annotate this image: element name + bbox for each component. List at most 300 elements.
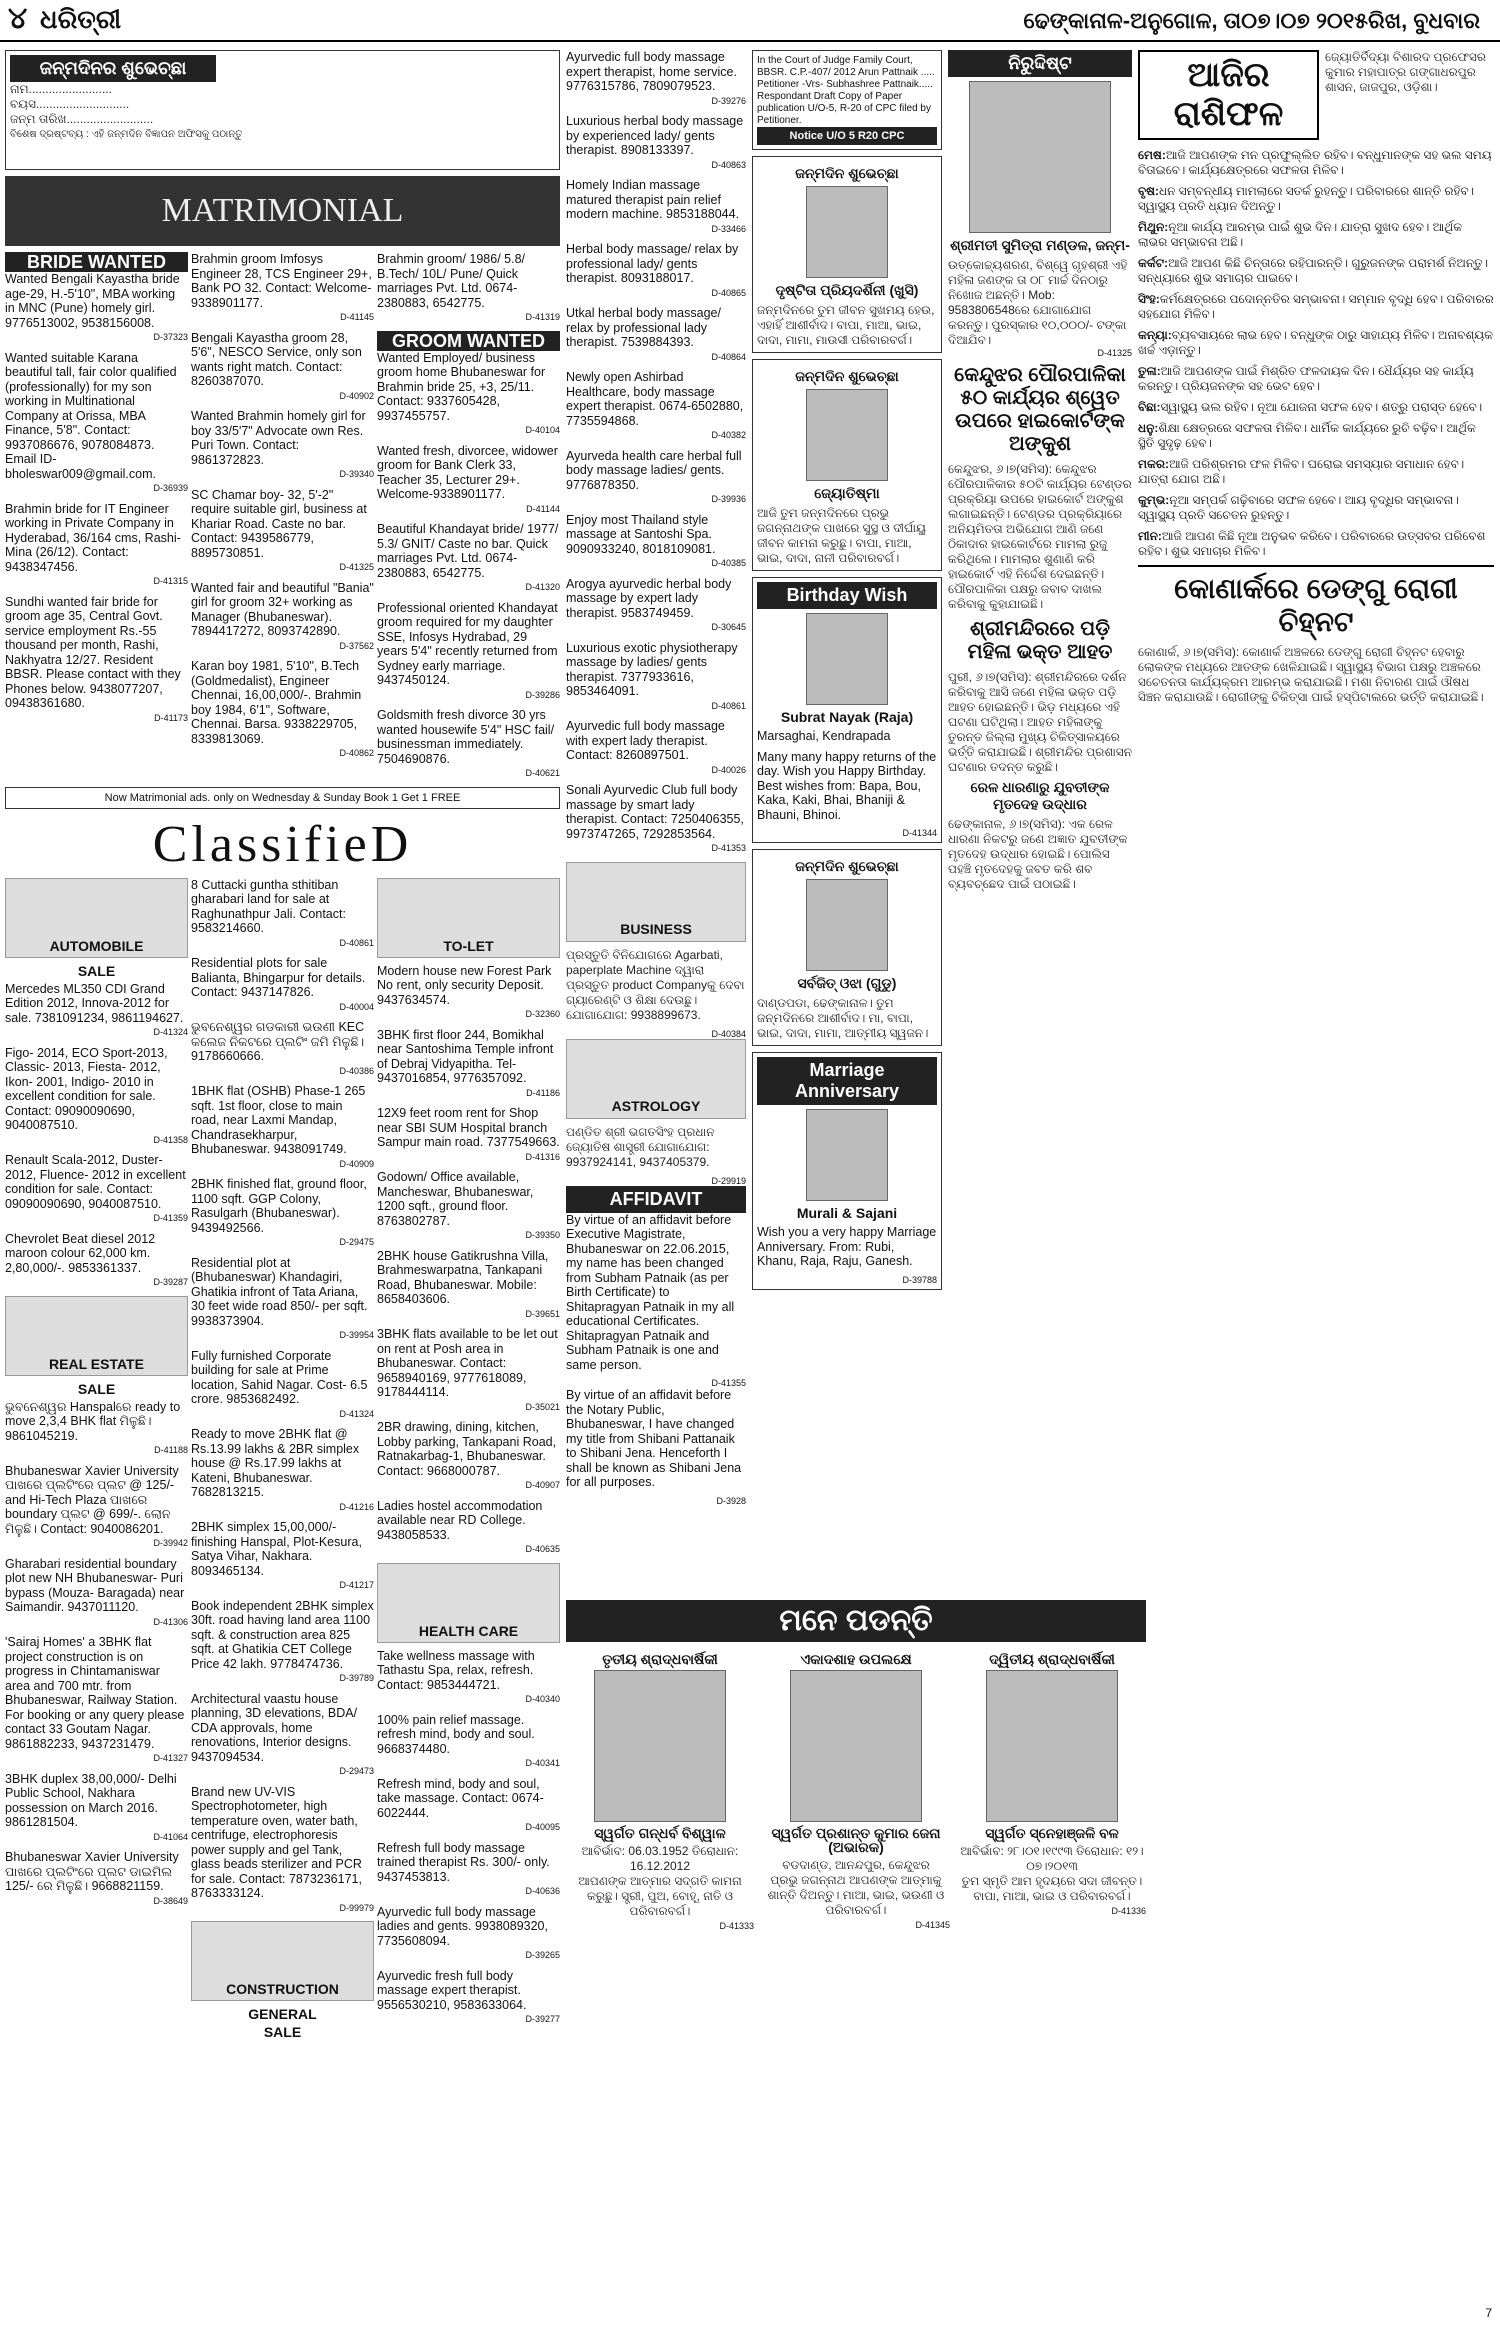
obituary-title: ମନେ ପଡନ୍ତି xyxy=(566,1600,1146,1642)
ad-text: Ayurvedic fresh full body massage expert therapist. 9556530210, 9583633064. xyxy=(377,1968,527,2012)
ad-code: D-99979 xyxy=(339,1902,374,1913)
ad-text: Take wellness massage with Tathastu Spa, relax, refresh. Contact: 9853444721. xyxy=(377,1648,535,1692)
ad-text: 3BHK flats available to be let out on rent at Posh area in Bhubaneswar. Contact: 9658940169, 9777618089, 9178444114. xyxy=(377,1327,558,1399)
classified-ad xyxy=(377,1841,560,1899)
obituary-card xyxy=(566,1648,754,1933)
ad-text: Wanted Brahmin homely girl for boy 33/5'7" Advocate own Res. Puri Town. Contact: 9861372823. xyxy=(191,409,366,467)
rashi-item xyxy=(1138,457,1494,487)
anniversary-photo xyxy=(806,1109,888,1201)
classified-ad xyxy=(566,242,746,300)
rashi-sign: ତୁଳା: xyxy=(1138,364,1161,378)
ad-code: D-41217 xyxy=(339,1580,374,1590)
rashi-item xyxy=(1138,256,1494,286)
classified-logo: ClassifieD xyxy=(152,815,413,873)
ad-text: Enjoy most Thailand style massage at Santoshi Spa. 9090933240, 8018109081. xyxy=(566,512,716,556)
ad-code: D-39954 xyxy=(339,1330,374,1340)
dateline: ଢେଙ୍କାନାଳ-ଅନୁଗୋଳ, ତା୦୭।୦୭ ୨୦୧୫ରିଖ, ବୁଧବାର xyxy=(1023,8,1480,33)
ad-text: Chevrolet Beat diesel 2012 maroon colour 62,000 km. 2,80,000/-. 9853361337. xyxy=(5,1231,156,1275)
automobile-section: AUTOMOBILE xyxy=(5,878,188,958)
affidavit-1: By virtue of an affidavit before Executive Magistrate, Bhubaneswar on 22.06.2015, my name has been changed from Subham Patnaik (as per Birth Certificate) to Shitapragyan Patnaik in my all educational Certificates. Shitapragyan Patnaik and Subham Patnaik is one and same person. xyxy=(566,1212,735,1372)
ad-code: D-40902 xyxy=(339,390,374,401)
dengue-headline: କୋଣାର୍କରେ ଡେଙ୍ଗୁ ରୋଗୀ ଚିହ୍ନଟ xyxy=(1138,565,1494,639)
ad-code: D-29475 xyxy=(339,1237,374,1247)
classified-ad xyxy=(191,488,374,575)
obituary-heading: ତୃତୀୟ ଶ୍ରାଦ୍ଧବାର୍ଷିକୀ xyxy=(602,1651,718,1667)
ad-text: Mercedes ML350 CDI Grand Edition 2012, Innova-2012 for sale. 7381091234, 9861194627. xyxy=(5,981,184,1025)
name-field: ନାମ......................... xyxy=(10,82,112,96)
classified-ad xyxy=(5,1557,188,1630)
ad-text: Brahmin groom Imfosys Engineer 28, TCS Engineer 29+, Bank PO 32. Contact: Welcome-9338901177. xyxy=(191,252,372,310)
rashi-sign: ସିଂହ: xyxy=(1138,292,1160,306)
birthday-3-text: ଦାଣ୍ଡପଡା, ଢେଙ୍କାନାଳ। ତୁମ ଜନ୍ମଦିନରେ ଆଶୀର୍ବାଦ। ମା, ବାପା, ଭାଇ, ଦାଦା, ମାମା, ଆତ୍ମୀୟ ସ୍ୱଜନ। xyxy=(757,996,929,1040)
rashi-text: ନୂଆ କାର୍ଯ୍ୟ ଆରମ୍ଭ ପାଇଁ ଶୁଭ ଦିନ। ଯାତ୍ରା ସୁଖଦ ହେବ। ଆର୍ଥିକ ଲାଭର ସମ୍ଭାବନା ଅଛି। xyxy=(1138,220,1463,249)
classified-ad xyxy=(191,659,374,761)
ad-code: D-41325 xyxy=(339,562,374,572)
classified-ad xyxy=(191,1084,374,1171)
anniversary-text: Wish you a very happy Marriage Anniversary. From: Rubi, Khanu, Raja, Raju, Ganesh. xyxy=(757,1225,937,1268)
rashi-text: ଆଜି ଆପଣଙ୍କ ମନ ପ୍ରଫୁଲ୍ଲିତ ରହିବ। ବନ୍ଧୁମାନଙ୍କ ସହ ଭଲ ସମୟ ବିତାଇବେ। କାର୍ଯ୍ୟକ୍ଷେତ୍ରରେ ସଫଳତା ମିଳିବ। xyxy=(1138,148,1492,177)
rashi-sign: ବୃଷ: xyxy=(1138,184,1160,198)
ad-code: D-39277 xyxy=(525,2014,560,2024)
ad-text: Ayurvedic full body massage with expert lady therapist. Contact: 8260897501. xyxy=(566,719,725,762)
obituary-code: D-41336 xyxy=(1111,1906,1146,1916)
rashi-text: ନୂଆ ସମ୍ପର୍କ ଗଢ଼ିବାରେ ସଫଳ ହେବେ। ଆୟ ବୃଦ୍ଧିର ସମ୍ଭାବନା। ସ୍ୱାସ୍ଥ୍ୟ ପ୍ରତି ସଚେତନ ରୁହନ୍ତୁ। xyxy=(1138,493,1459,522)
ad-text: 3BHK duplex 38,00,000/- Delhi Public School, Nakhara possession on March 2016. 9861281504. xyxy=(5,1771,177,1829)
classified-ad xyxy=(191,1692,374,1779)
classified-ad xyxy=(5,1850,188,1908)
rashi-item xyxy=(1138,421,1494,451)
classified-ad xyxy=(191,331,374,404)
ad-code: D-41144 xyxy=(526,503,560,514)
rashi-text: ଆଜି ପରିଶ୍ରମର ଫଳ ମିଳିବ। ଘରୋଇ ସମସ୍ୟାର ସମାଧାନ ହେବ। ଯାତ୍ରା ଯୋଗ ଅଛି। xyxy=(1138,457,1465,486)
classified-ad xyxy=(5,272,188,345)
classified-ad xyxy=(5,351,188,496)
ad-text: Wanted fair and beautiful "Bania" girl for groom 32+ working as Manager (Bhubaneswar). 7894417272, 8093742890. xyxy=(191,580,374,638)
anniversary-title: Marriage Anniversary xyxy=(757,1057,937,1105)
classified-ad xyxy=(566,719,746,777)
rashi-text: ଧନ ସମ୍ବନ୍ଧୀୟ ମାମଲାରେ ସତର୍କ ରୁହନ୍ତୁ। ପରିବାରରେ ଶାନ୍ତି ରହିବ। ସ୍ୱାସ୍ଥ୍ୟ ପ୍ରତି ଧ୍ୟାନ ଦିଅନ୍ତୁ। xyxy=(1138,184,1475,213)
obituary-text: ଆପଣଙ୍କ ଆତ୍ମାର ସଦ୍ଗତି କାମନା କରୁଛୁ। ସ୍ତ୍ରୀ, ପୁଅ, ବୋହୂ, ନାତି ଓ ପରିବାରବର୍ଗ। xyxy=(578,1874,742,1918)
rashi-sign: କନ୍ୟା: xyxy=(1138,328,1172,342)
ad-code: D-41358 xyxy=(153,1134,188,1145)
ad-code: D-39340 xyxy=(339,469,374,479)
classified-ad xyxy=(191,1520,374,1593)
birthday-2-text: ଆଜି ତୁମ ଜନ୍ମଦିନରେ ପ୍ରଭୁ ଜଗନ୍ନାଥଙ୍କ ପାଖରେ ସୁସ୍ଥ ଓ ଦୀର୍ଘାୟୁ ଜୀବନ କାମନା କରୁଛୁ। ବାପା, ମାଆ, ଭାଇ, ଦାଦା, ନାନୀ ପରିବାରବର୍ଗ। xyxy=(757,506,926,565)
rashifal-column xyxy=(1138,50,1494,705)
construction-section: CONSTRUCTION xyxy=(191,1921,374,2001)
classified-ad xyxy=(377,1499,560,1557)
general-heading: GENERAL xyxy=(248,2006,317,2022)
news-body-1: କେନ୍ଦୁଝର, ୬।୭(ସମିସ): କେନ୍ଦୁଝର ପୌରପାଳିକାର ୫୦ଟି କାର୍ଯ୍ୟର ଟେଣ୍ଡର ପ୍ରକ୍ରିୟା ଉପରେ ହାଇକୋର୍ଟ ଅଙ୍କୁଶ ଲଗାଇଛନ୍ତି। ଟେଣ୍ଡର ପ୍ରକ୍ରିୟାରେ ଅନିୟମିତତା ଅଭିଯୋଗ ଆଣି ଜଣେ ଠିକାଦାର ହାଇକୋର୍ଟରେ ମାମଲା ରୁଜୁ କରିଥିଲେ। ମାମଲାର ଶୁଣାଣି କରି ହାଇକୋର୍ଟ ଏହି ନିର୍ଦ୍ଦେଶ ଦେଇଛନ୍ତି। ପୌରପାଳିକା ପକ୍ଷରୁ ଜବାବ ଦାଖଲ କରିବାକୁ କୁହାଯାଇଛି। xyxy=(948,462,1132,611)
birthday-1-text: ଜନ୍ମଦିନରେ ତୁମ ଜୀବନ ସୁଖମୟ ହେଉ, ଏହାହିଁ ଆଶୀର୍ବାଦ। ବାପା, ମାଆ, ଭାଇ, ଦାଦା, ମାମା, ମାଉସୀ ପରିବାରବର୍ଗ। xyxy=(757,303,935,347)
ad-text: Ladies hostel accommodation available near RD College. 9438058533. xyxy=(377,1498,543,1542)
rashi-item xyxy=(1138,529,1494,559)
ad-text: Beautiful Khandayat bride/ 1977/ 5.3/ GNIT/ Caste no bar. Quick marriages Pvt. Ltd. 0674-2380883, 6542775. xyxy=(377,522,559,580)
ad-code: D-41173 xyxy=(154,712,188,723)
ad-code: D-40862 xyxy=(339,748,374,758)
classified-ad xyxy=(5,1153,188,1226)
news-column xyxy=(948,50,1132,892)
ad-text: Bhubaneswar Xavier University ପାଖରେ ପ୍ଲଟିଂରେ ପ୍ଲଟ @ 125/- and Hi-Tech Plaza ପାଖରେ boundary ପ୍ଲଟ @ 699/-. ଲୋନ ମିଳୁଛି। Contact: 9040086201. xyxy=(5,1463,179,1536)
anniversary-name: Murali & Sajani xyxy=(796,1205,898,1221)
obituary-photo xyxy=(986,1670,1118,1822)
ad-text: Bengali Kayastha groom 28, 5'6", NESCO Service, only son wants right match. Contact: 8260387070. xyxy=(191,330,362,388)
real-sale-heading: SALE xyxy=(77,1380,116,1397)
ad-text: 2BHK house Gatikrushna Villa, Brahmeswarpatna, Tankapani Road, Bhubaneswar. Mobile: 8658403606. xyxy=(377,1248,549,1306)
general-sale-heading: SALE xyxy=(263,2024,302,2040)
ad-code: D-35021 xyxy=(525,1401,560,1412)
obituary-card xyxy=(958,1648,1146,1933)
classified-ad xyxy=(191,1599,374,1686)
ad-text: Wanted fresh, divorcee, widower groom for Bank Clerk 33, Teacher 35, Lecturer 29+. Welcome-9338901177. xyxy=(377,443,558,501)
classified-ad xyxy=(377,1170,560,1243)
dengue-body: କୋଣାର୍କ, ୬।୭(ସମିସ): କୋଣାର୍କ ଅଞ୍ଚଳରେ ଡେଙ୍ଗୁ ରୋଗୀ ଚିହ୍ନଟ ହେବାରୁ ଲୋକଙ୍କ ମଧ୍ୟରେ ଆତଙ୍କ ଖେଳିଯାଇଛି। ସ୍ୱାସ୍ଥ୍ୟ ବିଭାଗ ପକ୍ଷରୁ ଅଞ୍ଚଳରେ ସଚେତନତା କାର୍ଯ୍ୟକ୍ରମ ଆରମ୍ଭ କରାଯାଇଛି। ମଶା ନିବାରଣ ପାଇଁ ଔଷଧ ସିଞ୍ଚନ କରାଯାଉଛି। ରୋଗୀଙ୍କୁ ଚିକିତ୍ସା ପାଇଁ ହସ୍ପିଟାଲରେ ଭର୍ତ୍ତି କରାଯାଇଛି। xyxy=(1138,645,1484,704)
classified-ad xyxy=(377,1420,560,1493)
classified-ad xyxy=(377,522,560,595)
ad-code: D-41064 xyxy=(153,1831,188,1842)
birthday-1-title: ଜନ୍ମଦିନ ଶୁଭେଚ୍ଛା xyxy=(795,165,899,181)
court-text: In the Court of Judge Family Court, BBSR. C.P.-407/ 2012 Arun Pattnaik ..... Petitioner -Vrs- Subhashree Pattnaik..... Respondant Draft Copy of Paper publication U/O-5, R-20 of CPC filed by Petitioner. xyxy=(757,55,935,126)
birthday-wish-place: Marsaghai, Kendrapada xyxy=(757,729,891,743)
newspaper-logo: ଧରିତ୍ରୀ xyxy=(40,4,122,34)
ad-text: Godown/ Office available, Mancheswar, Bhubaneswar, 1200 sqft., ground floor. 8763802787. xyxy=(377,1170,534,1228)
ad-text: ଭୁବନେଶ୍ୱର ଗଡକାରୀ ଭଉଣୀ KEC କଲେଜ ନିକଟରେ ପ୍ଲଟିଂ ଜମି ମିଳୁଛି। 9178660666. xyxy=(191,1020,365,1063)
classified-ad xyxy=(191,1020,374,1078)
classified-ad xyxy=(377,1106,560,1164)
ad-code: D-40636 xyxy=(525,1886,560,1896)
classified-ad xyxy=(191,409,374,482)
ad-text: ଭୁବନେଶ୍ୱର Hanspalରେ ready to move 2,3,4 BHK flat ମିଳୁଛି। 9861045219. xyxy=(5,1399,181,1443)
ad-text: SC Chamar boy- 32, 5'-2" require suitable girl, business at Khariar Road. Caste no bar. Contact: 9439586779, 8895730851. xyxy=(191,487,367,560)
birthday-3-name: ସର୍ବଜିତ୍ ଓଝା (ଗୁଡୁ) xyxy=(797,975,897,991)
ad-text: Goldsmith fresh divorce 30 yrs wanted housewife 5'4" HSC fail/ businessman immediately. 7504690876. xyxy=(377,708,555,766)
classified-ad xyxy=(377,1777,560,1835)
ad-text: Refresh mind, body and soul, take massage. Contact: 0674-6022444. xyxy=(377,1776,544,1820)
classified-ad xyxy=(377,1649,560,1707)
ad-text: Ready to move 2BHK flat @ Rs.13.99 lakhs & 2BR simplex house @ Rs.17.99 lakhs at Kateni, Bhubaneswar. 7682813215. xyxy=(191,1427,360,1499)
ad-code: D-40386 xyxy=(339,1065,374,1076)
rashifal-author: ଜ୍ୟୋତିର୍ବିଦ୍ୟା ବିଶାରଦ ପ୍ରଫେସର କୁମାର ମହାପାତ୍ର ଗଙ୍ଗାଧରପୁର ଶାସନ, ଜାଜପୁର, ଓଡ଼ିଶା। xyxy=(1325,50,1486,94)
rashi-text: ସ୍ୱାସ୍ଥ୍ୟ ଭଲ ରହିବ। ନୂଆ ଯୋଜନା ସଫଳ ହେବ। ଶତ୍ରୁ ପରାସ୍ତ ହେବେ। xyxy=(1160,400,1483,414)
classified-ads xyxy=(5,878,560,2044)
classified-ad xyxy=(5,1464,188,1551)
ad-code: D-40863 xyxy=(711,159,746,170)
classified-ad xyxy=(191,1349,374,1422)
classified-ad xyxy=(566,50,746,108)
classified-ad xyxy=(191,878,374,951)
obituary-dates: ଆବିର୍ଭାବ: 06.03.1952 ତିରୋଧାନ: 16.12.2012 xyxy=(581,1844,739,1873)
rashi-item xyxy=(1138,364,1494,394)
birthday-1-photo xyxy=(806,186,888,278)
news-headline-1: କେନ୍ଦୁଝର ପୌରପାଳିକା ୫୦ କାର୍ଯ୍ୟର ଶ୍ୱେତ ଉପରେ ହାଇକୋର୍ଟଙ୍କ ଅଙ୍କୁଶ xyxy=(954,364,1126,455)
ad-text: Wanted Bengali Kayastha bride age-29, H.-5'10", MBA working in MNC (Pune) homely girl. 9776513002, 9538156008. xyxy=(5,272,180,330)
matrimonial-footer: Now Matrimonial ads. only on Wednesday & Sunday Book 1 Get 1 FREE xyxy=(5,787,560,809)
ad-code: D-41353 xyxy=(711,843,746,853)
astrology-code: D-29919 xyxy=(711,1175,746,1186)
classified-col-c xyxy=(377,878,560,2044)
missing-name: ଶ୍ରୀମତୀ ସୁମିତ୍ରା ମଣ୍ଡଳ, ଜନ୍ମ- xyxy=(950,237,1130,253)
rashi-sign: ଧନୁ: xyxy=(1138,421,1159,435)
ad-code: D-40907 xyxy=(525,1480,560,1490)
rashifal-title: ଆଜିର ରାଶିଫଳ xyxy=(1138,50,1319,140)
ad-code: D-41319 xyxy=(525,312,560,322)
classified-ad xyxy=(5,502,188,589)
ad-text: Ayurveda health care herbal full body massage ladies/ gents. 9776878350. xyxy=(566,448,742,492)
ad-code: D-41216 xyxy=(339,1501,374,1512)
ad-text: 'Sairaj Homes' a 3BHK flat project construction is on progress in Chintamaniswar area and 700 mtr. from Bhubaneswar, Railway Station. For booking or any query please contact 33 Goutam Nagar. 9861882233, 9437231479. xyxy=(5,1635,185,1751)
ad-code: D-41186 xyxy=(526,1087,560,1098)
ad-code: D-39651 xyxy=(525,1308,560,1319)
ad-text: Figo- 2014, ECO Sport-2013, Classic- 2013, Fiesta- 2012, Ikon- 2001, Indigo- 2010 in excellent condition for sale. Contact: 09090090690, 9040087510. xyxy=(5,1045,168,1132)
obituary-heading: ଏକାଦଶାହ ଉପଲକ୍ଷେ xyxy=(800,1651,912,1667)
rashi-item xyxy=(1138,493,1494,523)
classified-ad xyxy=(5,1232,188,1290)
court-notice xyxy=(752,50,942,150)
ad-code: D-41320 xyxy=(525,582,560,592)
obituary-section xyxy=(566,1600,1146,1933)
classified-ad xyxy=(377,1249,560,1322)
classified-ad xyxy=(377,708,560,781)
classified-ad xyxy=(377,964,560,1022)
court-heading: Notice U/O 5 R20 CPC xyxy=(757,127,937,145)
rashi-sign: କୁମ୍ଭ: xyxy=(1138,493,1170,507)
classified-ad xyxy=(377,1905,560,1963)
ad-text: 8 Cuttacki guntha sthitiban gharabari land for sale at Raghunathpur Jali. Contact: 9583214660. xyxy=(191,877,346,935)
ad-text: Ayurvedic full body massage expert therapist, home service. 9776315786, 7809079523. xyxy=(566,50,737,93)
ad-code: D-39789 xyxy=(339,1673,374,1683)
classified-ad xyxy=(377,601,560,703)
news-body-3: ଢେଙ୍କାନାଳ, ୬।୭(ସମିସ): ଏକ ରେଳ ଧାରଣା ନିକଟରୁ ଜଣେ ଅଜ୍ଞାତ ଯୁବତୀଙ୍କ ମୃତଦେହ ଉଦ୍ଧାର ହୋଇଛି। ପୋଲିସ ପହଞ୍ଚି ମୃତଦେହକୁ ଜବତ କରି ଶବ ବ୍ୟବଚ୍ଛେଦ ପାଇଁ ପଠାଇଛି। xyxy=(948,817,1128,891)
classified-ad xyxy=(5,1400,188,1458)
ad-code: D-41316 xyxy=(525,1151,560,1162)
rashi-text: ଆଜି ଆପଣ କିଛି ନୂଆ ଅନୁଭବ କରିବେ। ପରିବାରରେ ଉତ୍ସବର ପରିବେଶ ରହିବ। ଶୁଭ ସମାଚାର ମିଳିବ। xyxy=(1138,529,1486,558)
classified-ad xyxy=(566,641,746,714)
ad-text: 2BR drawing, dining, kitchen, Lobby parking, Tankapani Road, Ratnakarbag-1, Bhubaneswar. Contact: 9668000787. xyxy=(377,1420,557,1478)
ad-text: Brahmin bride for IT Engineer working in Private Company in Hyderabad, 36/164 cms, Rashi-Mina (26/12). Contact: 9438347456. xyxy=(5,501,181,574)
ad-text: Karan boy 1981, 5'10", B.Tech (Goldmedalist), Engineer Chennai, 16,00,000/-. Brahmin boy 1984, 6'1", Software, Chennai. Barsa. 9338229705, 8339813069. xyxy=(191,659,362,746)
marriage-anniversary xyxy=(752,1052,942,1290)
affidavit-2: By virtue of an affidavit before the Notary Public, Bhubaneswar, I have changed my title from Shibani Pattanaik to Shibani Jena. Henceforth I shall be known as Shibani Jena for all purposes. xyxy=(566,1388,742,1489)
obituary-name: ସ୍ୱର୍ଗତ ପ୍ରଶାନ୍ତ କୁମାର ଜେନା (ଅଭାରକ) xyxy=(771,1825,941,1855)
classified-ad xyxy=(5,982,188,1040)
ad-text: 12X9 feet room rent for Shop near SBI SUM Hospital branch Sampur main road. 7377549663. xyxy=(377,1106,560,1149)
ad-code: D-39942 xyxy=(153,1538,188,1548)
birthday-wish-photo xyxy=(806,613,888,705)
birthday-1-name: ଦୃଷ୍ଟିତା ପ୍ରିୟଦର୍ଶିନୀ (ଖୁସି) xyxy=(775,282,919,298)
real-estate-section: REAL ESTATE xyxy=(5,1296,188,1376)
ad-code: D-37323 xyxy=(153,332,188,342)
birthday-form-box xyxy=(5,50,560,170)
rashi-item xyxy=(1138,148,1494,178)
rashi-text: ଆଜି ଆପଣଙ୍କ ପାଇଁ ମିଶ୍ରିତ ଫଳଦାୟକ ଦିନ। ଧୈର୍ଯ୍ୟର ସହ କାର୍ଯ୍ୟ କରନ୍ତୁ। ପ୍ରିୟଜନଙ୍କ ସହ ଭେଟ ହେବ। xyxy=(1138,364,1474,393)
ad-code: D-39286 xyxy=(525,689,560,700)
ad-code: D-39276 xyxy=(711,95,746,106)
ad-code: D-41327 xyxy=(153,1753,188,1763)
rashi-item xyxy=(1138,400,1494,415)
classified-ad xyxy=(5,595,188,726)
rashi-item xyxy=(1138,328,1494,358)
ad-text: Sundhi wanted fair bride for groom age 35, Central Govt. service employment Rs.-55 thousand per month, Rashi, Nakhyatra 12/27. Resident BBSR. Please contact with they Phones below. 9438077207, 09438361680. xyxy=(5,594,181,710)
tolet-section: TO-LET xyxy=(377,878,560,958)
news-headline-3: ରେଳ ଧାରଣାରୁ ଯୁବତୀଙ୍କ ମୃତଦେହ ଉଦ୍ଧାର xyxy=(970,779,1110,812)
ad-code: D-30645 xyxy=(711,622,746,632)
ad-text: Bhubaneswar Xavier University ପାଖରେ ପ୍ଲଟିଂରେ ପ୍ଲଟ ଡାଇମିଲ 125/- ରେ ମିଳୁଛି। 9668821159. xyxy=(5,1850,179,1893)
ad-text: Refresh full body massage trained therapist Rs. 300/- only. 9437453813. xyxy=(377,1840,550,1884)
ad-code: D-40865 xyxy=(711,287,746,298)
birthday-wish-title: Birthday Wish xyxy=(757,582,937,609)
classified-ad xyxy=(191,1177,374,1250)
ad-text: Homely Indian massage matured therapist pain relief modern machine. 9853188044. xyxy=(566,178,740,221)
birthday-2-title: ଜନ୍ମଦିନ ଶୁଭେଚ୍ଛା xyxy=(795,368,899,384)
ad-code: D-40861 xyxy=(711,700,746,711)
classified-ad xyxy=(377,252,560,325)
business-ad: ପ୍ରସ୍ତୁତି ବିନିଯୋଗରେ Agarbati, paperplate Machine ଦ୍ୱାରା ପ୍ରସ୍ତୁତ product Companyକୁ ଦେବା ଗ୍ୟାରେଣ୍ଟି ଓ ଶିକ୍ଷା ଦେଉଛୁ। ଯୋଗାଯୋଗ: 9938899673. xyxy=(566,947,745,1022)
birthday-wish-name: Subrat Nayak (Raja) xyxy=(780,709,914,725)
ad-code: D-39350 xyxy=(525,1230,560,1240)
page-footer xyxy=(0,2296,1500,2326)
ad-code: D-40635 xyxy=(525,1544,560,1554)
ad-code: D-40909 xyxy=(339,1158,374,1169)
rashi-sign: କର୍କଟ: xyxy=(1138,256,1169,270)
obituary-photo xyxy=(594,1670,726,1822)
matrimonial-col-c xyxy=(377,252,560,787)
rashi-item xyxy=(1138,220,1494,250)
ad-text: Gharabari residential boundary plot new NH Bhubaneswar- Puri bypass (Mouza- Baragada) near Saimandir. 9437011120. xyxy=(5,1556,185,1614)
obituary-dates: ଆବିର୍ଭାବ: ୨୮।୦୧।୧୯୯୩ ତିରୋଧାନ: ୧୨।୦୭।୨୦୧୩ xyxy=(960,1844,1144,1873)
matrimonial-col-a xyxy=(5,252,188,787)
ad-text: Ayurvedic full body massage ladies and gents. 9938089320, 7735608094. xyxy=(377,1904,548,1948)
classified-ad xyxy=(191,1256,374,1343)
birthday-note: ବିଶେଷ ଦ୍ରଷ୍ଟବ୍ୟ : ଏହି ଜନ୍ମଦିନ ବିଜ୍ଞାପନ ଅଫିସକୁ ପଠାନ୍ତୁ xyxy=(10,129,243,140)
ad-text: Luxurious exotic physiotherapy massage by ladies/ gents therapist. 7377933616, 9853464091. xyxy=(566,640,738,698)
rashi-text: ଆଜି ଆପଣ କିଛି ଚିନ୍ତାରେ ରହିପାରନ୍ତି। ଗୁରୁଜନଙ୍କ ପରାମର୍ଶ ନିଅନ୍ତୁ। ସନ୍ଧ୍ୟାରେ ଶୁଭ ସମାଚାର ପାଇବେ। xyxy=(1138,256,1489,285)
obituary-text: ତୁମ ସ୍ମୃତି ଆମ ହୃଦୟରେ ସଦା ଜୀବନ୍ତ। ବାପା, ମାଆ, ଭାଇ ଓ ପରିବାରବର୍ଗ। xyxy=(961,1874,1143,1903)
notices-column xyxy=(752,50,942,1296)
rashi-sign: ମୀନ: xyxy=(1138,529,1162,543)
astrology-section: ASTROLOGY xyxy=(566,1039,746,1119)
ad-text: Wanted Employed/ business groom home Bhubaneswar for Brahmin bride 25, +3, 25/11. Contact: 9337605428, 9937455757. xyxy=(377,350,546,423)
ad-code: D-40864 xyxy=(711,351,746,362)
ad-code: D-40621 xyxy=(525,768,560,778)
auto-sale-heading: SALE xyxy=(77,962,116,979)
affidavit-2-code: D-3928 xyxy=(716,1495,746,1506)
birthday-wish xyxy=(752,577,942,843)
obituary-code: D-41345 xyxy=(915,1920,950,1930)
birthday-2 xyxy=(752,359,942,571)
classified-ad xyxy=(566,577,746,635)
ad-code: D-33466 xyxy=(711,223,746,234)
classified-ad xyxy=(566,306,746,364)
matrimonial-ads xyxy=(5,252,560,787)
classified-ad xyxy=(566,370,746,443)
anniversary-code: D-39788 xyxy=(902,1274,937,1285)
ad-text: Fully furnished Corporate building for sale at Prime location, Sahid Nagar. Cost- 6.5 crore. 9853682492. xyxy=(191,1348,368,1406)
rashi-sign: ମେଷ: xyxy=(1138,148,1166,162)
ad-code: D-40341 xyxy=(525,1758,560,1768)
missing-code: D-41325 xyxy=(1097,348,1132,358)
ad-text: 2BHK simplex 15,00,000/- finishing Hanspal, Plot-Kesura, Satya Vihar, Nakhara. 8093465134. xyxy=(191,1520,362,1578)
ad-code: D-41324 xyxy=(339,1408,374,1419)
ad-code: D-41306 xyxy=(153,1616,188,1627)
page-number: ୪ xyxy=(8,2,28,35)
classified-ad xyxy=(566,114,746,172)
ad-code: D-40104 xyxy=(525,425,560,435)
classified-ad xyxy=(191,581,374,654)
ad-text: Residential plot at (Bhubaneswar) Khandagiri, Ghatikia infront of Tata Ariana, 30 feet wide road 850/- per sqft. 9938373904. xyxy=(191,1255,368,1328)
classified-ad xyxy=(566,783,746,856)
ad-text: 3BHK first floor 244, Bomikhal near Santoshima Temple infront of Debraj Vidyapitha. Tel- 9437016854, 9776357092. xyxy=(377,1027,554,1085)
obituary-dates: ବଡଦାଣ୍ଡ, ଆନନ୍ଦପୁର, କେନ୍ଦୁଝର xyxy=(782,1858,930,1872)
ad-text: Brand new UV-VIS Spectrophotometer, high temperature oven, water bath, centrifuge, electrophoresis power supply and gel Tank, glass beads sterilizer and PCR for sale. Contact: 7873236171, 8763333124. xyxy=(191,1784,362,1900)
ad-text: Modern house new Forest Park No rent, only security Deposit. 9437634574. xyxy=(377,963,552,1007)
rashi-item xyxy=(1138,184,1494,214)
age-field: ବୟସ............................ xyxy=(10,97,130,111)
ad-code: D-29473 xyxy=(339,1766,374,1776)
obituary-name: ସ୍ୱର୍ଗତ ସ୍ନେହାଞ୍ଜଳି ବଳ xyxy=(985,1825,1119,1841)
birthday-2-photo xyxy=(806,389,888,481)
ad-text: Arogya ayurvedic herbal body massage by expert lady therapist. 9583749459. xyxy=(566,576,732,620)
obituary-card xyxy=(762,1648,950,1933)
missing-heading: ନିରୁଦ୍ଦିଷ୍ଟ xyxy=(948,50,1132,77)
classified-ad xyxy=(566,513,746,571)
ad-text: 2BHK finished flat, ground floor, 1100 sqft. GGP Colony, Rasulgarh (Bhubaneswar). 9439492566. xyxy=(191,1177,367,1235)
dob-field: ଜନ୍ମ ତାରିଖ.......................... xyxy=(10,112,154,126)
ad-code: D-39265 xyxy=(525,1950,560,1960)
birthday-1 xyxy=(752,156,942,353)
groom-wanted-heading: GROOM WANTED xyxy=(377,331,560,351)
classified-column xyxy=(5,50,560,2043)
health-care-section: HEALTH CARE xyxy=(377,1563,560,1643)
ad-code: D-40861 xyxy=(339,937,374,948)
ad-text: Renault Scala-2012, Duster-2012, Fluence- 2012 in excellent condition for sale. Contact: 09090090690, 9040087510. xyxy=(5,1153,186,1211)
ad-code: D-41315 xyxy=(153,576,188,586)
ad-code: D-40382 xyxy=(711,430,746,440)
ad-text: Utkal herbal body massage/ relax by professional lady therapist. 7539884393. xyxy=(566,306,721,349)
missing-photo xyxy=(969,81,1111,233)
ad-text: Sonali Ayurvedic Club full body massage by smart lady therapist. Contact: 7250406355, 9973747265, 7292853564. xyxy=(566,783,744,841)
ad-code: D-41188 xyxy=(154,1445,188,1455)
ad-code: D-36939 xyxy=(153,483,188,493)
rashi-text: ବ୍ୟବସାୟରେ ଲାଭ ହେବ। ବନ୍ଧୁଙ୍କ ଠାରୁ ସାହାଯ୍ୟ ମିଳିବ। ଅନାବଶ୍ୟକ ଖର୍ଚ୍ଚ ଏଡ଼ାନ୍ତୁ। xyxy=(1138,328,1493,357)
ad-code: D-40004 xyxy=(339,1001,374,1012)
business-code: D-40384 xyxy=(711,1028,746,1039)
obituary-name: ସ୍ୱର୍ଗତ ଗନ୍ଧର୍ବ ବିଶ୍ୱାଳ xyxy=(594,1825,726,1841)
classified-ad xyxy=(377,1713,560,1771)
birthday-form-title: ଜନ୍ମଦିନର ଶୁଭେଚ୍ଛା xyxy=(10,55,216,82)
birthday-3 xyxy=(752,849,942,1046)
ad-code: D-39936 xyxy=(711,494,746,504)
ad-code: D-41145 xyxy=(340,312,374,322)
news-body-2: ପୁରୀ, ୬।୭(ସମିସ): ଶ୍ରୀମନ୍ଦିରରେ ଦର୍ଶନ କରିବାକୁ ଆସି ଜଣେ ମହିଳା ଭକ୍ତ ପଡ଼ି ଆହତ ହୋଇଛନ୍ତି। ଭିଡ଼ ମଧ୍ୟରେ ଏହି ଘଟଣା ଘଟିଥିଲା। ଆହତ ମହିଳାଙ୍କୁ ତୁରନ୍ତ ଜିଲ୍ଲା ମୁଖ୍ୟ ଚିକିତ୍ସାଳୟରେ ଭର୍ତ୍ତି କରାଯାଇଛି। ଶ୍ରୀମନ୍ଦିର ପ୍ରଶାସନ ଘଟଣାର ତଦନ୍ତ କରୁଛି। xyxy=(948,670,1132,774)
classified-ad xyxy=(377,1969,560,2027)
rashi-sign: ମକର: xyxy=(1138,457,1169,471)
bride-wanted-heading: BRIDE WANTED xyxy=(5,252,188,272)
ad-text: 100% pain relief massage. refresh mind, body and soul. 9668374480. xyxy=(377,1712,535,1756)
classified-ad xyxy=(191,1785,374,1916)
ad-text: Professional oriented Khandayat groom required for my daughter SSE, Infosys Hydrabad, 29 years 5'4" recently returned from Sydney early marriage. 9437450124. xyxy=(377,600,558,687)
ad-code: D-38649 xyxy=(153,1895,188,1906)
ad-code: D-37562 xyxy=(339,640,374,651)
birthday-wish-code: D-41344 xyxy=(902,828,937,838)
ad-code: D-39287 xyxy=(153,1277,188,1287)
astrology-ad: ପଣ୍ଡିତ ଶ୍ରୀ ଭଗତସିଂହ ପ୍ରଧାନ ଜ୍ୟୋତିଷ ଶାସ୍ତ୍ରୀ ଯୋଗାଯୋଗ: 9937924141, 9437405379. xyxy=(566,1124,715,1169)
classified-ad xyxy=(377,351,560,438)
rashi-sign: ମିଥୁନ: xyxy=(1138,220,1169,234)
ad-text: Luxurious herbal body massage by experienced lady/ gents therapist. 8908133397. xyxy=(566,114,744,157)
matrimonial-banner: MATRIMONIAL xyxy=(5,176,560,246)
ad-text: Architectural vaastu house planning, 3D elevations, BDA/ CDA approvals, home renovations, Interior designs. 9437094534. xyxy=(191,1691,358,1764)
ad-code: D-32360 xyxy=(525,1009,560,1019)
